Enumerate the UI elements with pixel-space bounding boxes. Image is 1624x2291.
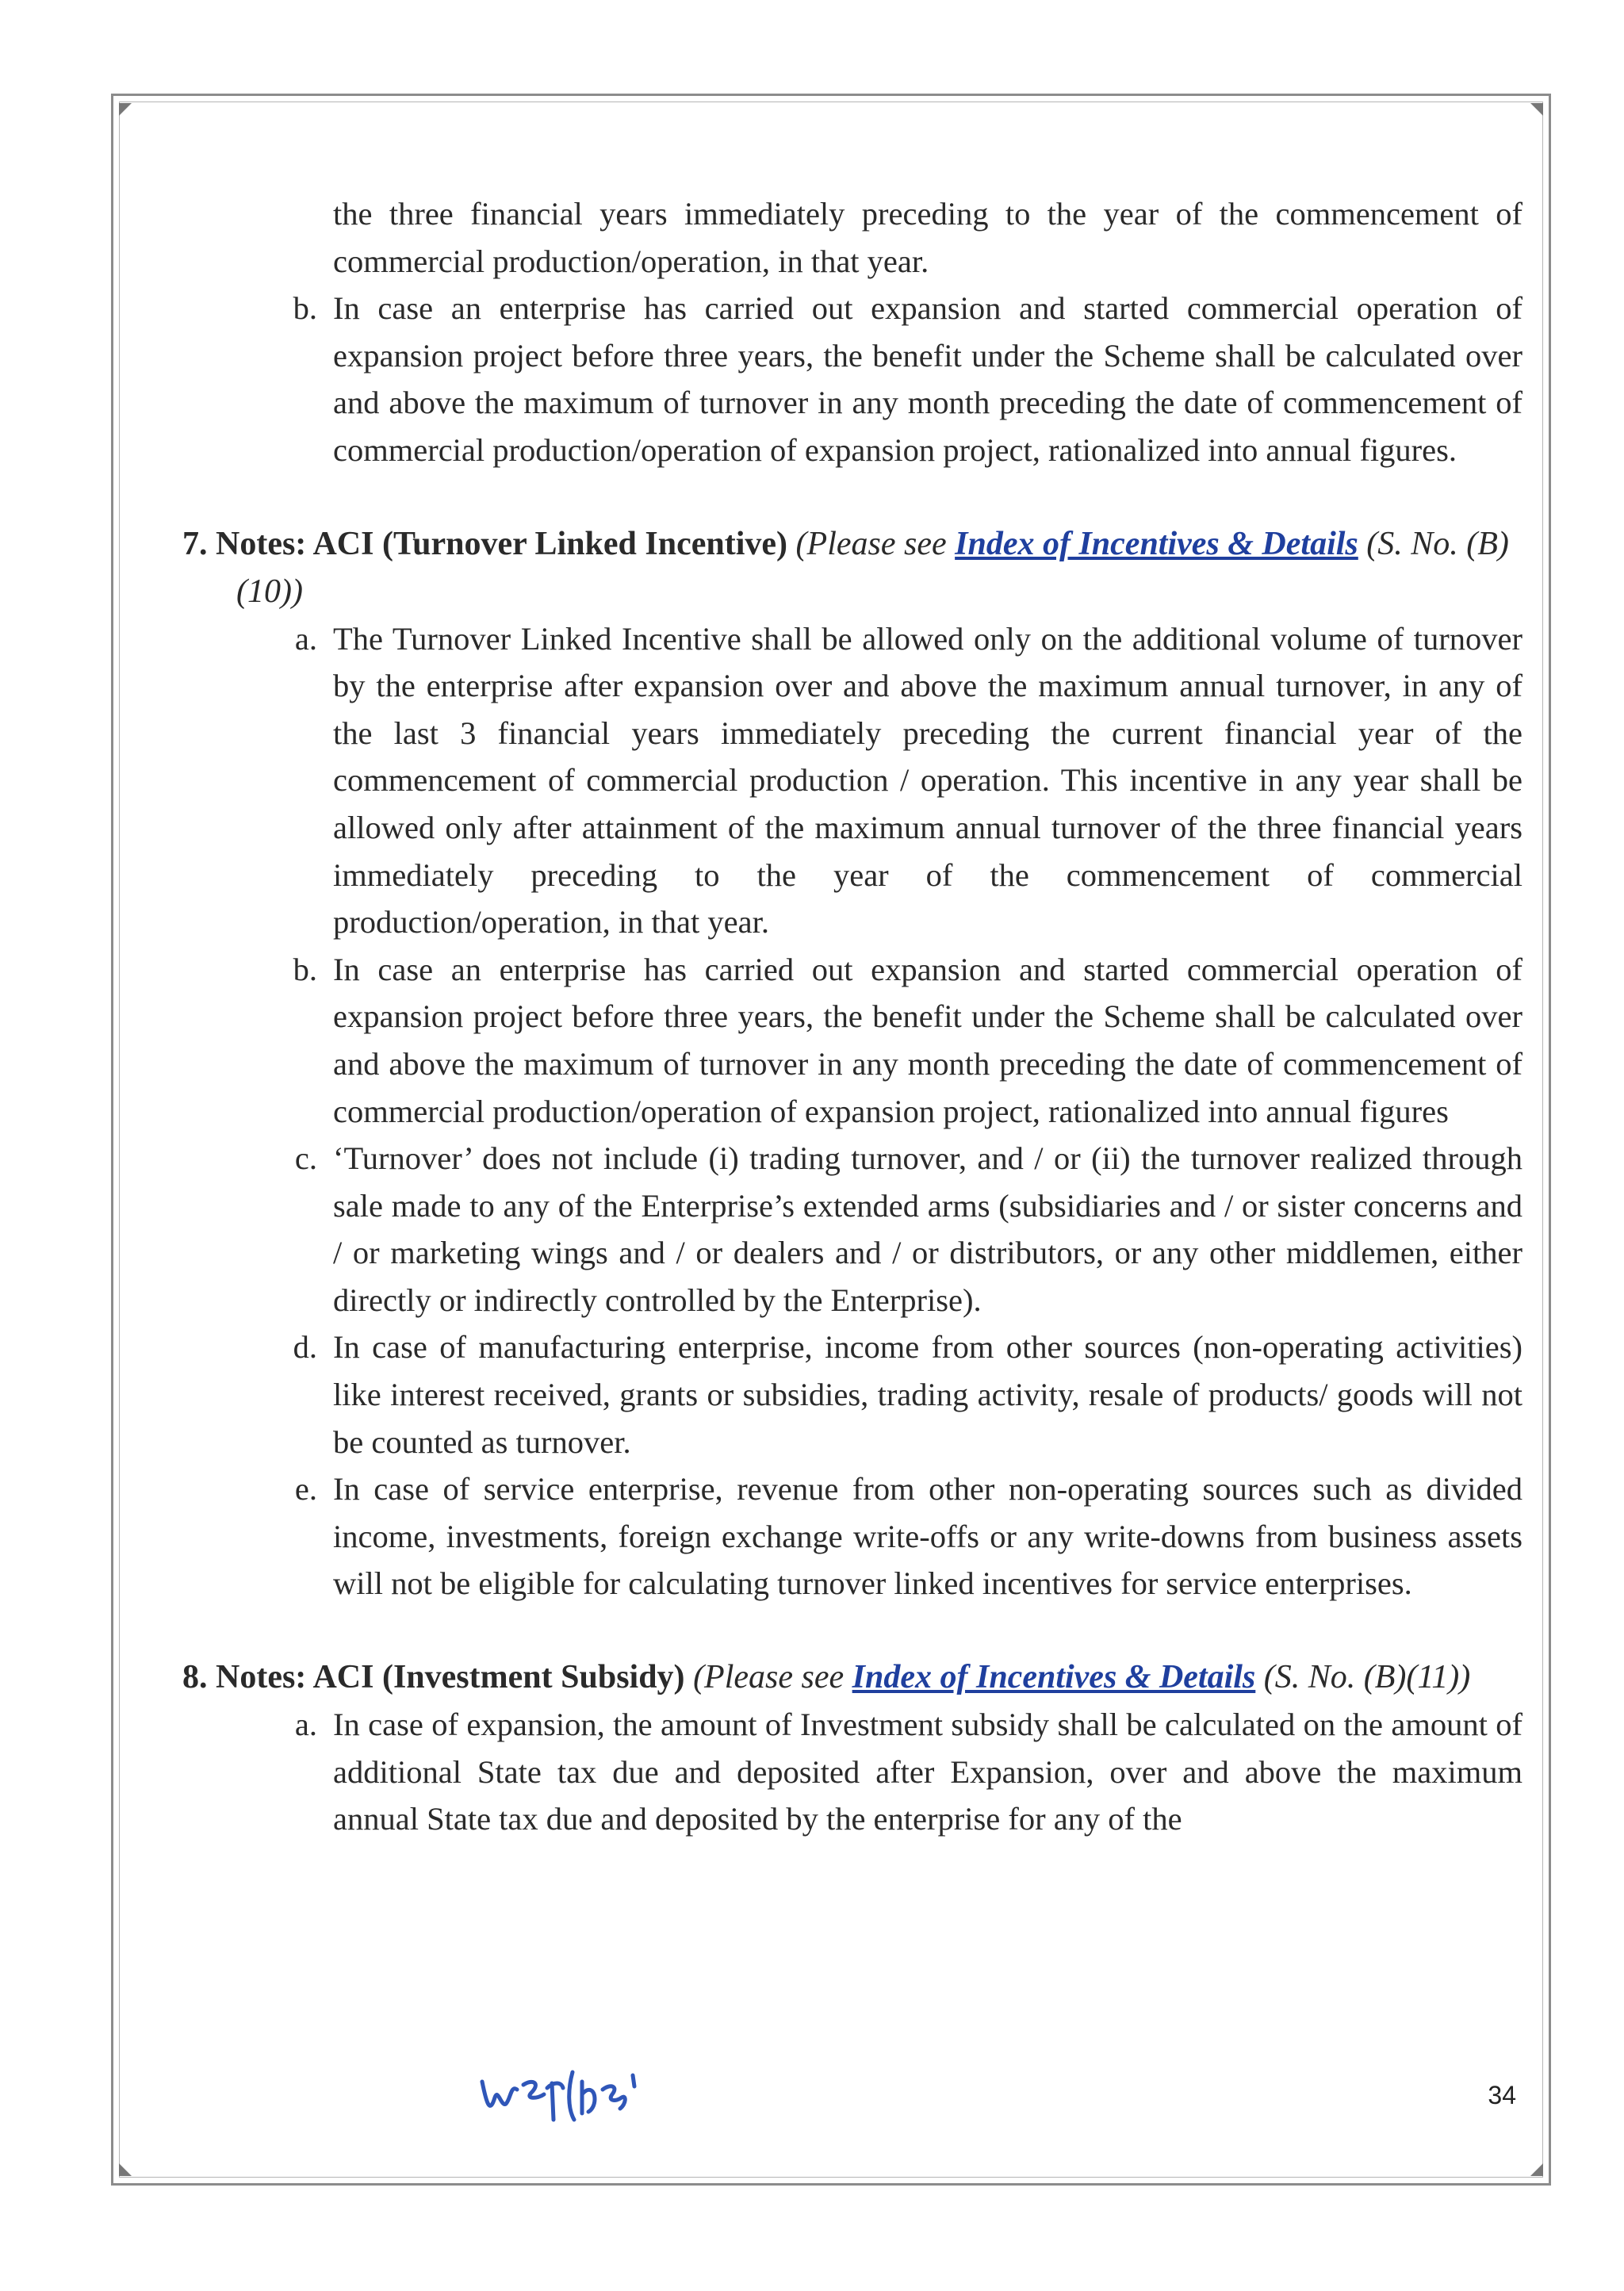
list-item-label: c.: [294, 1140, 317, 1177]
section-title: Notes: ACI (Investment Subsidy): [216, 1659, 685, 1696]
list-item: [182, 615, 1522, 946]
document-body: [182, 190, 1522, 1843]
corner-ornament-bottom-left: [119, 2163, 132, 2176]
corner-ornament-top-left: [119, 103, 132, 116]
see-prefix: (Please see: [795, 525, 956, 562]
section-7-list: [182, 615, 1522, 1607]
index-of-incentives-link[interactable]: Index of Incentives & Details: [955, 525, 1358, 562]
section-8-heading: [182, 1653, 1522, 1701]
list-item-text: In case of manufacturing enterprise, income from other sources (non-operating activities) like interest received, grants or subsidies, trading activity, resale of products/ goods will not be counted as turnover.: [333, 1329, 1522, 1460]
section-number: 8.: [182, 1659, 208, 1696]
list-item: [182, 285, 1522, 473]
list-item-text: In case an enterprise has carried out expansion and started commercial operation of expansion project before three years, the benefit under the Scheme shall be calculated over and above the maximum of turnover in any month preceding the date of commencement of commercial production/operation of expansion project, rationalized into annual figures.: [333, 290, 1522, 468]
list-item-text: The Turnover Linked Incentive shall be allowed only on the additional volume of turnover by the enterprise after expansion over and above the maximum annual turnover, in any of the last 3 financial years immediately preceding the current financial year of the commencement of commercial production / operation. This incentive in any year shall be allowed only after attainment of the maximum annual turnover of the three financial years immediately preceding to the year of the commencement of commercial production/operation, in that year.: [333, 620, 1522, 941]
list-item: [182, 1135, 1522, 1324]
section-7-heading: [182, 520, 1522, 615]
index-of-incentives-link[interactable]: Index of Incentives & Details: [852, 1659, 1256, 1696]
list-item-text: In case of service enterprise, revenue from other non-operating sources such as divided income, investments, foreign exchange write-offs or any write-downs from business assets will not be eligible for calculating turnover linked incentives for service enterprises.: [333, 1471, 1522, 1602]
list-item-label: d.: [293, 1329, 317, 1366]
see-prefix: (Please see: [693, 1659, 852, 1696]
list-item: [182, 946, 1522, 1135]
list-item-label: a.: [294, 1707, 317, 1743]
list-item: [182, 1465, 1522, 1607]
section-title: Notes: ACI (Turnover Linked Incentive): [216, 525, 788, 562]
list-item-label: b.: [293, 290, 317, 327]
list-item-label: a.: [294, 620, 317, 657]
list-item-label: e.: [294, 1471, 317, 1508]
list-item: [182, 1324, 1522, 1465]
section-number: 7.: [182, 525, 208, 562]
list-item-text: In case of expansion, the amount of Investment subsidy shall be calculated on the amount of additional State tax due and deposited after Expansion, over and above the maximum annual State tax due and deposited by the enterprise for any of the: [333, 1707, 1522, 1837]
list-item-text: ‘Turnover’ does not include (i) trading turnover, and / or (ii) the turnover realized through sale made to any of the Enterprise’s extended arms (subsidiaries and / or sister concerns and / or marketing wings and / or dealers and / or distributors, or any other middlemen, either directly or indirectly controlled by the Enterprise).: [333, 1140, 1522, 1318]
list-item-text: In case an enterprise has carried out expansion and started commercial operation of expansion project before three years, the benefit under the Scheme shall be calculated over and above the maximum of turnover in any month preceding the date of commencement of commercial production/operation of expansion project, rationalized into annual figures: [333, 951, 1522, 1129]
handwritten-signature: [476, 2058, 690, 2129]
section-reference: (S. No. (B)(11)): [1255, 1659, 1471, 1696]
corner-ornament-bottom-right: [1530, 2163, 1543, 2176]
section-8-list: [182, 1701, 1522, 1843]
continuation-paragraph: the three financial years immediately preceding to the year of the commencement of commercial production/operation, in that year.: [333, 196, 1522, 279]
page-number: 34: [1488, 2081, 1516, 2109]
corner-ornament-top-right: [1530, 103, 1543, 116]
list-item-label: b.: [293, 951, 317, 987]
list-item: [182, 1701, 1522, 1843]
section-reference: (S. No. (B)(10)): [236, 525, 1509, 610]
